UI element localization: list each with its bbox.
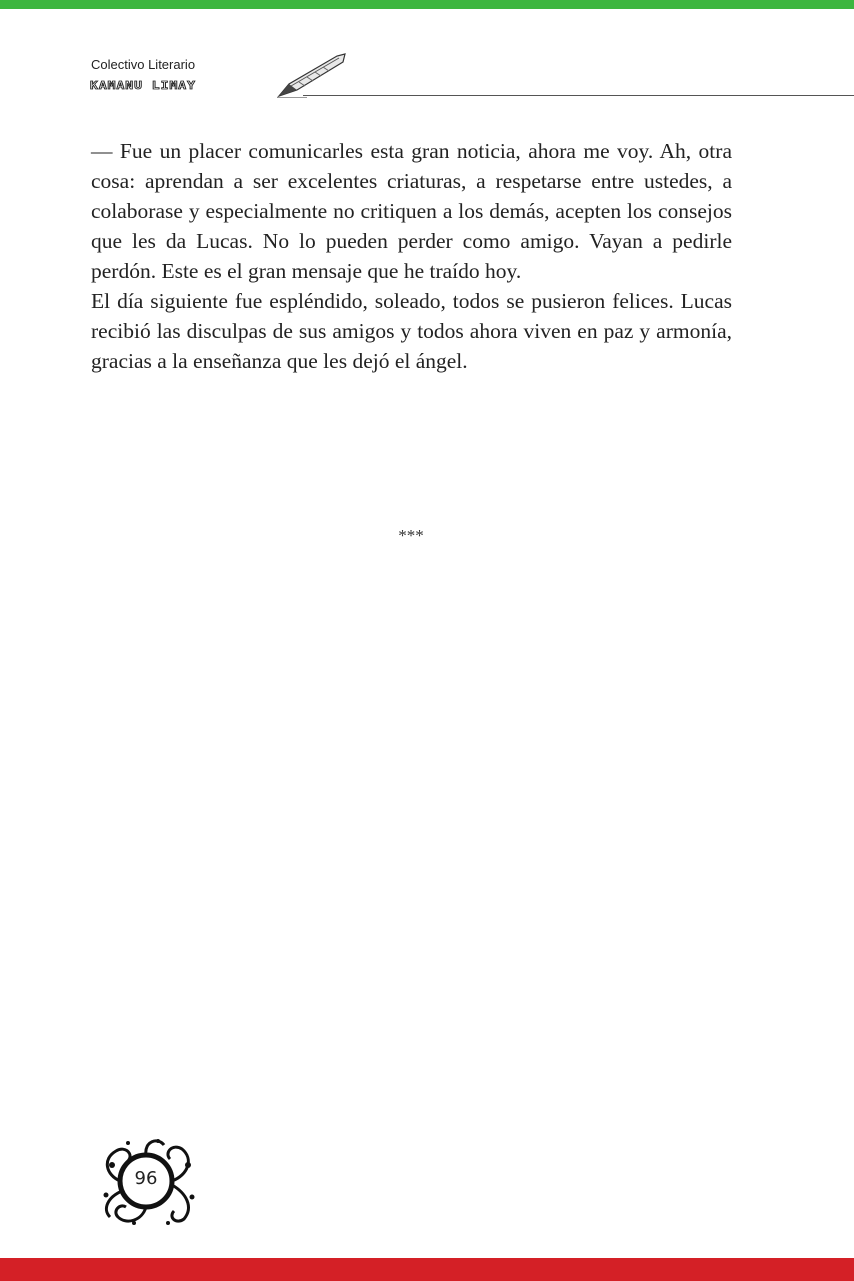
story-text — [91, 136, 732, 376]
page-number: 96 — [134, 1168, 158, 1189]
section-separator: *** — [398, 526, 424, 545]
fountain-pen-icon — [277, 52, 349, 98]
collective-label: Colectivo Literario — [91, 57, 196, 72]
paragraph: El día siguiente fue espléndido, soleado, todos se pusieron felices. Lucas recibió las disculpas de sus amigos y todos ahora viven en paz y armonía, gracias a la enseñanza que les dejó el ángel. — [91, 289, 732, 373]
header-rule — [303, 95, 854, 96]
bottom-color-bar — [0, 1258, 854, 1281]
top-color-bar — [0, 0, 854, 9]
collective-name-logo: KAMANU LIMAY — [90, 80, 196, 92]
paragraph: — Fue un placer comunicarles esta gran noticia, ahora me voy. Ah, otra cosa: aprendan a ser excelentes criaturas, a respetarse entre ustedes, a colaborase y especialmente no critiquen a los demás, acepten los consejos que les da Lucas. No lo pueden perder como amigo. Vayan a pedirle perdón. Este es el gran mensaje que he traído hoy. — [91, 139, 732, 283]
